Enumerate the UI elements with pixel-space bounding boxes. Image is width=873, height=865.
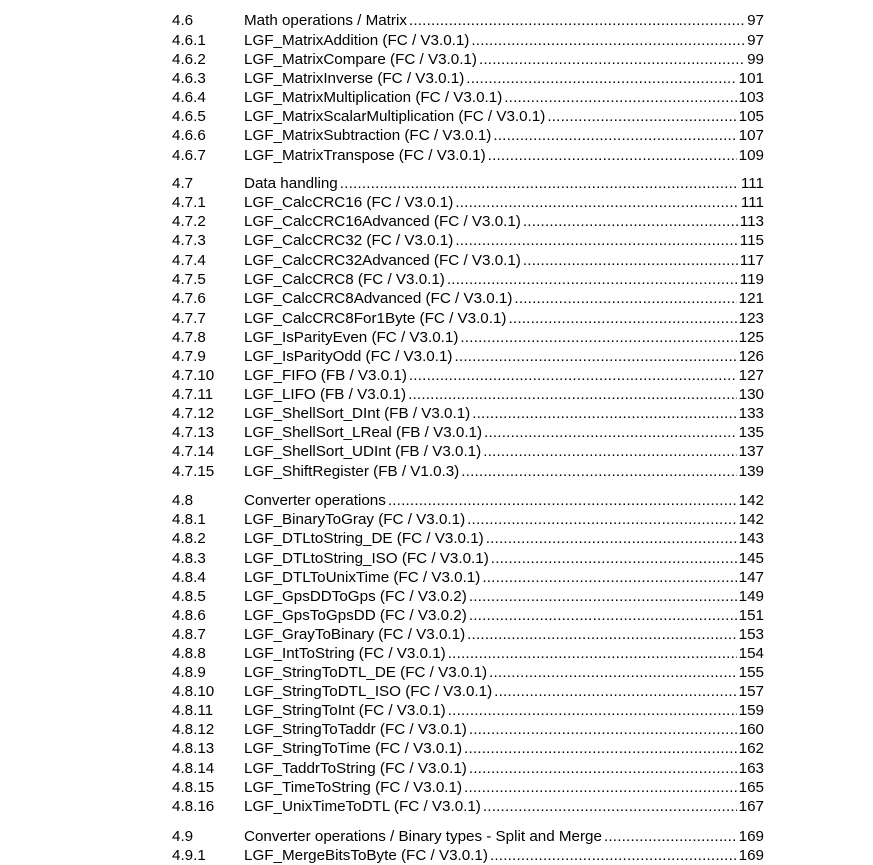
toc-entry-body [244,549,764,568]
toc-dot-leader [464,739,737,758]
toc-title: LGF_MatrixScalarMultiplication (FC / V3.0.1) [244,108,546,125]
toc-page-number: 167 [738,798,764,815]
toc-entry[interactable] [172,720,764,739]
toc-entry-body [244,31,764,50]
toc-entry[interactable] [172,347,764,366]
toc-title: LGF_DTLtoString_ISO (FC / V3.0.1) [244,550,489,567]
toc-entry-body [244,107,764,126]
toc-number: 4.7.14 [172,443,215,460]
toc-title: LGF_MatrixMultiplication (FC / V3.0.1) [244,89,503,106]
toc-page-number: 127 [738,367,764,384]
toc-title: LGF_StringToDTL_DE (FC / V3.0.1) [244,664,488,681]
toc-title: LGF_IntToString (FC / V3.0.1) [244,645,446,662]
toc-entry[interactable] [172,701,764,720]
toc-entry[interactable] [172,663,764,682]
toc-page-number: 121 [738,290,764,307]
toc-dot-leader [486,529,737,548]
toc-entry-body [244,270,764,289]
toc-number: 4.7.3 [172,232,206,249]
toc-entry[interactable] [172,366,764,385]
toc-entry[interactable] [172,212,764,231]
toc-dot-leader [461,462,736,481]
toc-page-number: 109 [738,147,764,164]
toc-number: 4.6 [172,12,194,29]
toc-title: LGF_StringToTaddr (FC / V3.0.1) [244,721,467,738]
toc-number: 4.8.7 [172,626,206,643]
toc-page-number: 157 [738,683,764,700]
toc-page-number: 97 [747,12,764,29]
toc-title: LGF_GrayToBinary (FC / V3.0.1) [244,626,466,643]
toc-page-number: 159 [738,702,764,719]
toc-title: LGF_ShellSort_UDInt (FB / V3.0.1) [244,443,482,460]
toc-entry-body [244,846,764,865]
toc-entry-body [244,251,764,270]
toc-entry[interactable] [172,309,764,328]
toc-number: 4.6.4 [172,89,206,106]
toc-entry[interactable] [172,797,764,816]
toc-title: LGF_MatrixSubtraction (FC / V3.0.1) [244,127,492,144]
toc-title: Converter operations / Binary types - Split and Merge [244,828,602,845]
toc-title: LGF_GpsDDToGps (FC / V3.0.2) [244,588,467,605]
toc-dot-leader [464,778,737,797]
toc-entry[interactable] [172,625,764,644]
toc-number: 4.8.1 [172,511,206,528]
toc-entry[interactable] [172,289,764,308]
toc-title: Converter operations [244,492,386,509]
toc-page-number: 145 [738,550,764,567]
toc-dot-leader [479,50,745,69]
toc-entry[interactable] [172,193,764,212]
toc-title: LGF_CalcCRC16Advanced (FC / V3.0.1) [244,213,521,230]
toc-section-heading[interactable] [172,11,764,30]
toc-entry-body [244,739,764,758]
toc-entry-body [244,193,764,212]
toc-entry[interactable] [172,529,764,548]
toc-title: LGF_StringToTime (FC / V3.0.1) [244,740,463,757]
toc-entry-body [244,491,764,510]
toc-page-number: 169 [738,847,764,864]
toc-entry[interactable] [172,50,764,69]
toc-dot-leader [448,701,737,720]
toc-page-number: 105 [738,108,764,125]
toc-section-heading[interactable] [172,174,764,193]
toc-entry-body [244,366,764,385]
toc-dot-leader [494,682,737,701]
toc-dot-leader [484,423,737,442]
toc-number: 4.6.3 [172,70,206,87]
toc-title: LGF_LIFO (FB / V3.0.1) [244,386,407,403]
toc-number: 4.7.10 [172,367,215,384]
toc-entry-body [244,347,764,366]
toc-entry-body [244,69,764,88]
toc-entry-body [244,11,764,30]
toc-entry[interactable] [172,423,764,442]
toc-entry-body [244,462,764,481]
toc-page-number: 125 [738,329,764,346]
toc-page-number: 119 [739,271,764,288]
toc-dot-leader [493,126,736,145]
toc-number: 4.9.1 [172,847,206,864]
toc-number: 4.8.14 [172,760,215,777]
toc-entry[interactable] [172,442,764,461]
toc-dot-leader [469,720,737,739]
toc-number: 4.6.2 [172,51,206,68]
toc-number: 4.9 [172,828,194,845]
toc-entry-body [244,442,764,461]
toc-page-number: 149 [738,588,764,605]
toc-page-number: 99 [747,51,764,68]
toc-title: LGF_MatrixTranspose (FC / V3.0.1) [244,147,486,164]
toc-entry-body [244,212,764,231]
toc-dot-leader [455,231,737,250]
toc-page-number: 130 [738,386,764,403]
toc-title: LGF_MatrixAddition (FC / V3.0.1) [244,32,470,49]
toc-dot-leader [466,69,736,88]
toc-dot-leader [469,606,737,625]
toc-entry[interactable] [172,31,764,50]
toc-entry-body [244,587,764,606]
toc-title: LGF_ShellSort_DInt (FB / V3.0.1) [244,405,471,422]
toc-dot-leader [547,107,736,126]
toc-entry[interactable] [172,328,764,347]
toc-dot-leader [489,663,737,682]
toc-dot-leader [467,510,737,529]
toc-entry-body [244,289,764,308]
toc-title: LGF_MatrixCompare (FC / V3.0.1) [244,51,477,68]
toc-dot-leader [482,568,736,587]
toc-number: 4.8.11 [172,702,214,719]
toc-title: LGF_DTLtoString_DE (FC / V3.0.1) [244,530,484,547]
toc-title: Math operations / Matrix [244,12,407,29]
toc-page-number: 165 [738,779,764,796]
toc-entry-body [244,146,764,165]
toc-title: LGF_CalcCRC16 (FC / V3.0.1) [244,194,454,211]
toc-title: LGF_DTLToUnixTime (FC / V3.0.1) [244,569,481,586]
toc-page-number: 147 [738,569,764,586]
toc-entry[interactable] [172,568,764,587]
toc-dot-leader [471,31,745,50]
toc-dot-leader [408,385,737,404]
toc-number: 4.7.12 [172,405,215,422]
toc-page-number: 133 [738,405,764,422]
toc-entry-body [244,50,764,69]
toc-dot-leader [455,193,739,212]
toc-page-number: 97 [747,32,764,49]
toc-entry[interactable] [172,606,764,625]
toc-section-heading[interactable] [172,827,764,846]
toc-dot-leader [491,549,737,568]
toc-entry-body [244,174,764,193]
toc-number: 4.8.12 [172,721,215,738]
toc-number: 4.8 [172,492,194,509]
toc-entry[interactable] [172,404,764,423]
toc-page-number: 162 [738,740,764,757]
toc-entry[interactable] [172,549,764,568]
toc-title: LGF_CalcCRC32 (FC / V3.0.1) [244,232,454,249]
toc-page-number: 135 [738,424,764,441]
toc-entry[interactable] [172,682,764,701]
toc-page-number: 113 [739,213,764,230]
toc-number: 4.8.13 [172,740,215,757]
toc-number: 4.8.4 [172,569,206,586]
toc-title: LGF_BinaryToGray (FC / V3.0.1) [244,511,466,528]
toc-number: 4.6.1 [172,32,206,49]
toc-dot-leader [467,625,737,644]
toc-dot-leader [409,11,745,30]
toc-entry[interactable] [172,146,764,165]
toc-entry-body [244,309,764,328]
toc-number: 4.7.6 [172,290,206,307]
toc-dot-leader [490,846,737,865]
toc-title: LGF_CalcCRC8For1Byte (FC / V3.0.1) [244,310,507,327]
toc-dot-leader [604,827,737,846]
toc-title: LGF_UnixTimeToDTL (FC / V3.0.1) [244,798,481,815]
toc-title: LGF_GpsToGpsDD (FC / V3.0.2) [244,607,467,624]
toc-entry-body [244,827,764,846]
toc-dot-leader [469,587,737,606]
toc-number: 4.8.16 [172,798,215,815]
toc-number: 4.8.5 [172,588,206,605]
toc-title: LGF_ShiftRegister (FB / V1.0.3) [244,463,460,480]
toc-dot-leader [388,491,737,510]
toc-page-number: 142 [738,492,764,509]
toc-title: LGF_TaddrToString (FC / V3.0.1) [244,760,467,777]
toc-title: LGF_MatrixInverse (FC / V3.0.1) [244,70,465,87]
toc-page-number: 154 [738,645,764,662]
toc-entry-body [244,778,764,797]
toc-dot-leader [448,644,737,663]
toc-dot-leader [514,289,736,308]
toc-title: LGF_CalcCRC8 (FC / V3.0.1) [244,271,445,288]
toc-number: 4.7.2 [172,213,206,230]
toc-page-number: 139 [738,463,764,480]
toc-entry-body [244,510,764,529]
toc-entry[interactable] [172,778,764,797]
toc-dot-leader [340,174,739,193]
toc-title: LGF_CalcCRC8Advanced (FC / V3.0.1) [244,290,513,307]
toc-number: 4.8.15 [172,779,215,796]
toc-entry-body [244,404,764,423]
toc-dot-leader [469,759,737,778]
toc-title: LGF_StringToDTL_ISO (FC / V3.0.1) [244,683,493,700]
toc-entry[interactable] [172,759,764,778]
toc-number: 4.7.5 [172,271,206,288]
toc-page-number: 117 [739,252,764,269]
toc-entry[interactable] [172,69,764,88]
toc-page-number: 123 [738,310,764,327]
toc-entry-body [244,625,764,644]
toc-dot-leader [409,366,737,385]
toc-dot-leader [460,328,736,347]
toc-title: LGF_IsParityEven (FC / V3.0.1) [244,329,459,346]
toc-entry-body [244,797,764,816]
toc-entry[interactable] [172,107,764,126]
toc-number: 4.7.4 [172,252,206,269]
toc-entry[interactable] [172,385,764,404]
toc-entry-body [244,606,764,625]
toc-number: 4.7.8 [172,329,206,346]
toc-dot-leader [508,309,736,328]
toc-entry-body [244,88,764,107]
toc-title: LGF_CalcCRC32Advanced (FC / V3.0.1) [244,252,521,269]
toc-dot-leader [447,270,738,289]
toc-entry-body [244,231,764,250]
toc-entry-body [244,568,764,587]
toc-entry[interactable] [172,231,764,250]
toc-number: 4.7.13 [172,424,215,441]
toc-entry-body [244,644,764,663]
toc-entry-body [244,682,764,701]
toc-number: 4.7.9 [172,348,206,365]
toc-entry-body [244,126,764,145]
toc-title: LGF_TimeToString (FC / V3.0.1) [244,779,463,796]
toc-entry-body [244,328,764,347]
toc-dot-leader [523,251,738,270]
toc-page-number: 111 [740,175,764,192]
toc-title: LGF_MergeBitsToByte (FC / V3.0.1) [244,847,488,864]
toc-number: 4.8.8 [172,645,206,662]
toc-number: 4.7.1 [172,194,206,211]
toc-entry-body [244,385,764,404]
toc-entry[interactable] [172,270,764,289]
toc-entry-body [244,663,764,682]
toc-page-number: 137 [738,443,764,460]
toc-entry[interactable] [172,587,764,606]
toc-entry-body [244,423,764,442]
toc-number: 4.8.10 [172,683,215,700]
toc-page-number: 126 [738,348,764,365]
toc-dot-leader [472,404,736,423]
toc-dot-leader [454,347,736,366]
toc-entry[interactable] [172,846,764,865]
toc-number: 4.7.15 [172,463,215,480]
toc-entry[interactable] [172,739,764,758]
toc-dot-leader [523,212,738,231]
toc-number: 4.6.7 [172,147,206,164]
toc-page-number: 111 [740,194,764,211]
toc-page-number: 160 [738,721,764,738]
toc-number: 4.8.2 [172,530,206,547]
toc-page-number: 153 [738,626,764,643]
toc-number: 4.8.6 [172,607,206,624]
toc-dot-leader [483,442,736,461]
toc-number: 4.7.7 [172,310,206,327]
toc-entry-body [244,529,764,548]
toc-dot-leader [488,146,737,165]
toc-number: 4.8.3 [172,550,206,567]
toc-dot-leader [483,797,737,816]
toc-title: LGF_StringToInt (FC / V3.0.1) [244,702,446,719]
toc-number: 4.7.11 [172,386,214,403]
toc-number: 4.6.6 [172,127,206,144]
toc-number: 4.7 [172,175,194,192]
toc-entry[interactable] [172,126,764,145]
toc-number: 4.8.9 [172,664,206,681]
toc-title: LGF_IsParityOdd (FC / V3.0.1) [244,348,453,365]
toc-entry[interactable] [172,510,764,529]
toc-entry[interactable] [172,88,764,107]
toc-page-number: 143 [738,530,764,547]
toc-entry-body [244,720,764,739]
toc-dot-leader [504,88,736,107]
toc-page-number: 169 [738,828,764,845]
toc-page-number: 107 [738,127,764,144]
toc-section-heading[interactable] [172,491,764,510]
toc-entry[interactable] [172,644,764,663]
toc-page-number: 163 [738,760,764,777]
toc-page-number: 155 [738,664,764,681]
toc-title: LGF_ShellSort_LReal (FB / V3.0.1) [244,424,483,441]
toc-entry-body [244,759,764,778]
toc-entry[interactable] [172,251,764,270]
toc-title: LGF_FIFO (FB / V3.0.1) [244,367,407,384]
toc-page-number: 101 [738,70,764,87]
toc-page-number: 142 [738,511,764,528]
toc-page-number: 115 [739,232,764,249]
toc-entry[interactable] [172,462,764,481]
toc-page-number: 103 [738,89,764,106]
toc-page-number: 151 [738,607,764,624]
toc-number: 4.6.5 [172,108,206,125]
toc-entry-body [244,701,764,720]
toc-title: Data handling [244,175,338,192]
